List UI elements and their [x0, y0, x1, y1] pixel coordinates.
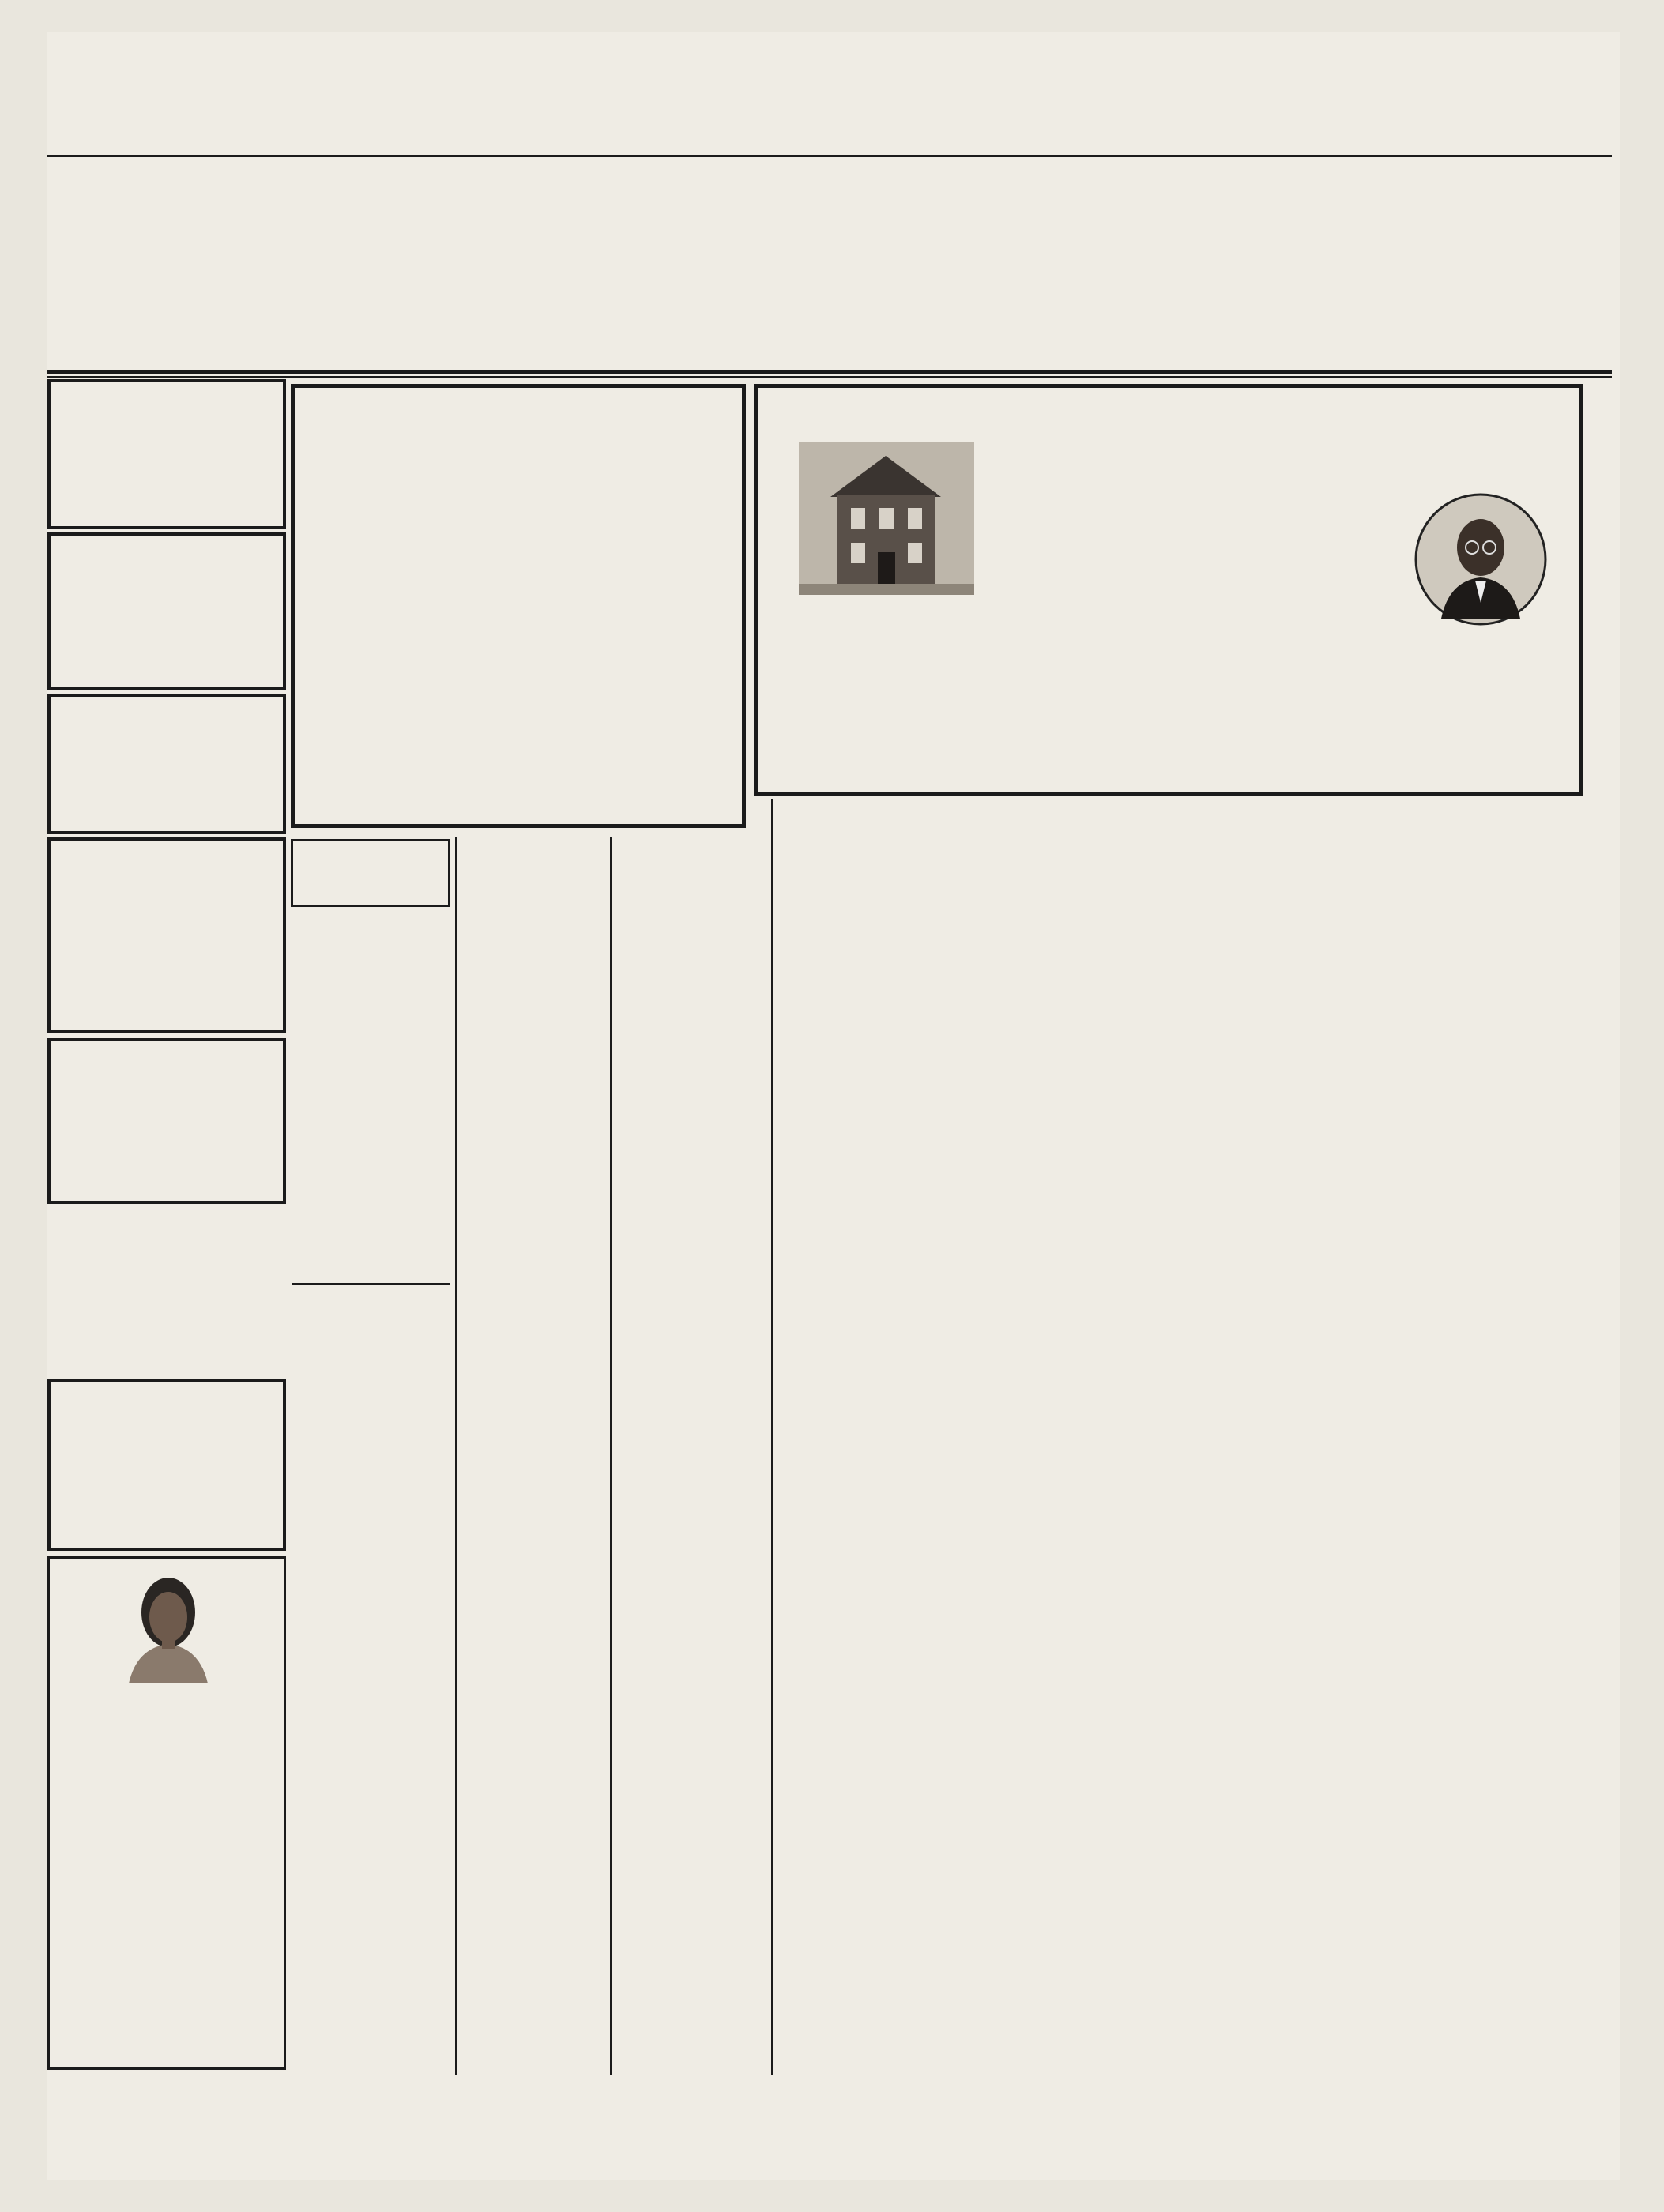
notice-title	[295, 606, 742, 630]
bundy-hours	[122, 300, 991, 337]
classified-text	[291, 910, 450, 1019]
notice-text	[314, 630, 725, 762]
purchase-left-list	[315, 434, 513, 592]
col-rule	[455, 837, 457, 2075]
bundy-payment-plan	[379, 338, 1201, 367]
okprinting-ad	[47, 1038, 286, 1204]
funeral-name2	[1003, 682, 1382, 713]
hair-agents	[53, 2025, 280, 2039]
bradley-ad	[47, 1210, 286, 1376]
social-rule	[292, 1283, 450, 1285]
woman-portrait	[113, 1565, 224, 1683]
gillespie-ad	[47, 1379, 286, 1551]
social-col4	[777, 799, 956, 1030]
funeral-modern	[1003, 483, 1382, 506]
bundy-phone	[1098, 267, 1604, 303]
header-rule	[47, 370, 1612, 374]
hair-headline	[55, 1685, 279, 1742]
notary-name	[295, 773, 742, 788]
social-col3	[616, 842, 766, 2075]
social-col1	[292, 1346, 452, 2075]
col-rule	[771, 799, 773, 2075]
funeral-phone	[1229, 739, 1387, 761]
header-rule-thin	[47, 376, 1612, 378]
funeral-photo-caption	[799, 633, 974, 647]
bundy-address	[133, 267, 1002, 303]
social-subtitle	[292, 1318, 458, 1341]
col-rule	[610, 837, 612, 2075]
social-title	[292, 1289, 450, 1316]
hair-text	[56, 1745, 277, 2002]
masthead	[47, 137, 1620, 156]
newspaper-page	[47, 32, 1620, 2180]
funeral-ad	[754, 384, 1583, 796]
hogan-ad	[47, 532, 286, 690]
classified-header	[291, 839, 450, 907]
funeral-address	[1018, 739, 1192, 761]
social-col2	[461, 842, 605, 2075]
funeral-invited	[1003, 584, 1382, 606]
funeral-text	[995, 508, 1390, 579]
bundy-experience	[1082, 221, 1604, 261]
bundy-extraction	[122, 221, 833, 261]
hair-write	[53, 2039, 280, 2053]
purchase-title	[295, 396, 742, 423]
funeral-text2	[995, 606, 1390, 677]
ymca-ad	[47, 379, 286, 529]
purchase-right-list	[532, 434, 737, 592]
bundy-sundays	[1098, 300, 1604, 337]
classified-farm-text	[291, 1076, 450, 1272]
notary-address	[295, 788, 742, 802]
funeral-role	[1003, 715, 1382, 734]
purchase-box	[291, 384, 746, 828]
notary-phone	[314, 802, 732, 816]
bundy-headline	[120, 166, 1598, 220]
french-portrait-caption	[1398, 663, 1564, 677]
funeral-name	[1003, 446, 1382, 478]
french-portrait	[1414, 492, 1548, 626]
masthead-rule	[47, 155, 1612, 157]
green-ad	[47, 837, 286, 1033]
hair-company	[53, 2006, 280, 2023]
lomsky-ad	[47, 694, 286, 834]
funeral-home-photo	[799, 442, 974, 595]
classified-farm-title	[291, 1046, 450, 1074]
hair-ad	[47, 1556, 286, 2070]
funeral-intro	[1003, 418, 1382, 442]
